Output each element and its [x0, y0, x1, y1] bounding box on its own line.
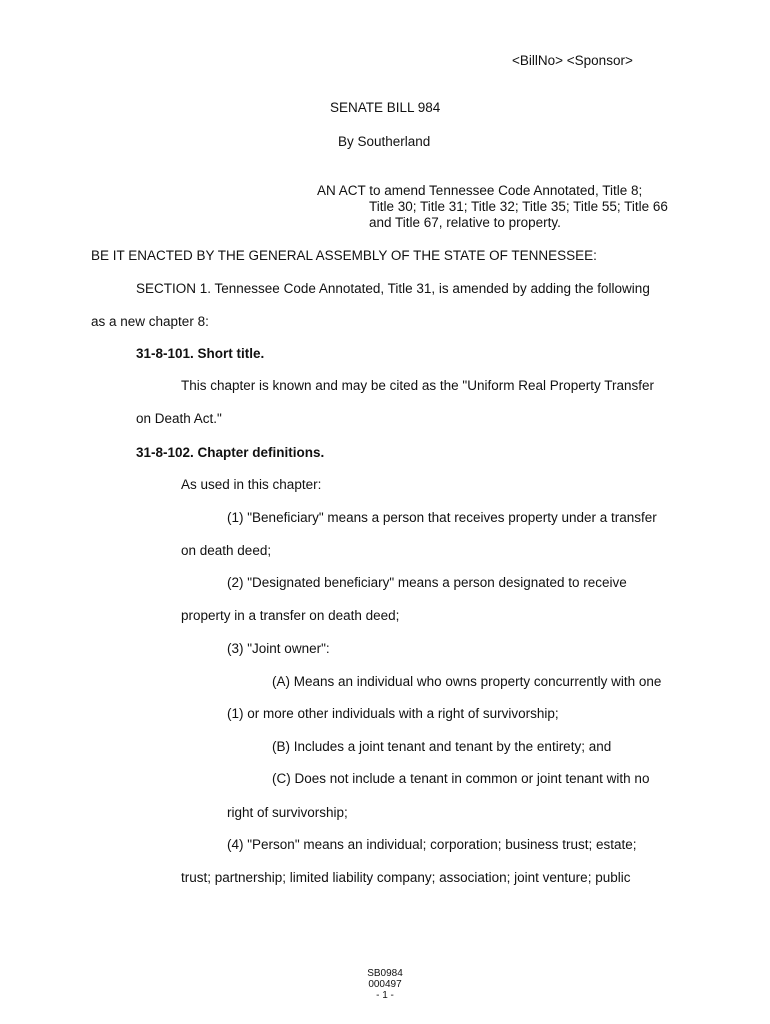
definition-3C-line-2: right of survivorship;: [227, 805, 348, 820]
definition-1-line-2: on death deed;: [181, 543, 272, 558]
caption-line-2: Title 30; Title 31; Title 32; Title 35; Title 55; Title 66: [369, 199, 668, 214]
bill-sponsor: By Southerland: [338, 134, 431, 149]
section-102-heading: 31-8-102. Chapter definitions.: [136, 445, 325, 460]
footer-bill-code: SB0984: [367, 968, 403, 979]
page-footer: [0, 968, 770, 1001]
definition-4-line-1: (4) "Person" means an individual; corporation; business trust; estate;: [227, 837, 637, 852]
caption-line-1: AN ACT to amend Tennessee Code Annotated, Title 8;: [317, 183, 643, 198]
definition-3A-line-2: (1) or more other individuals with a right of survivorship;: [227, 706, 559, 721]
definition-4-line-2: trust; partnership; limited liability company; association; joint venture; public: [181, 870, 631, 885]
footer-drafting-code: 000497: [368, 979, 402, 990]
section-102-intro: As used in this chapter:: [181, 477, 322, 492]
section-1-line-1: SECTION 1. Tennessee Code Annotated, Title 31, is amended by adding the following: [136, 281, 650, 296]
section-101-text-1: This chapter is known and may be cited as the "Uniform Real Property Transfer: [181, 378, 655, 393]
enacting-clause: BE IT ENACTED BY THE GENERAL ASSEMBLY OF THE STATE OF TENNESSEE:: [91, 248, 597, 263]
section-1-line-2: as a new chapter 8:: [91, 314, 209, 329]
definition-1-line-1: (1) "Beneficiary" means a person that receives property under a transfer: [227, 510, 657, 525]
section-101-text-2: on Death Act.": [136, 411, 222, 426]
bill-title: SENATE BILL 984: [330, 100, 441, 115]
section-101-heading: 31-8-101. Short title.: [136, 346, 265, 361]
bill-placeholder-header: <BillNo> <Sponsor>: [512, 53, 633, 68]
definition-3: (3) "Joint owner":: [227, 641, 330, 656]
definition-2-line-2: property in a transfer on death deed;: [181, 608, 400, 623]
definition-3A-line-1: (A) Means an individual who owns property concurrently with one: [272, 674, 662, 689]
definition-3C-line-1: (C) Does not include a tenant in common or joint tenant with no: [272, 771, 650, 786]
page-number: - 1 -: [376, 990, 394, 1001]
definition-3B: (B) Includes a joint tenant and tenant by the entirety; and: [272, 739, 612, 754]
definition-2-line-1: (2) "Designated beneficiary" means a person designated to receive: [227, 575, 627, 590]
caption-line-3: and Title 67, relative to property.: [369, 215, 561, 230]
